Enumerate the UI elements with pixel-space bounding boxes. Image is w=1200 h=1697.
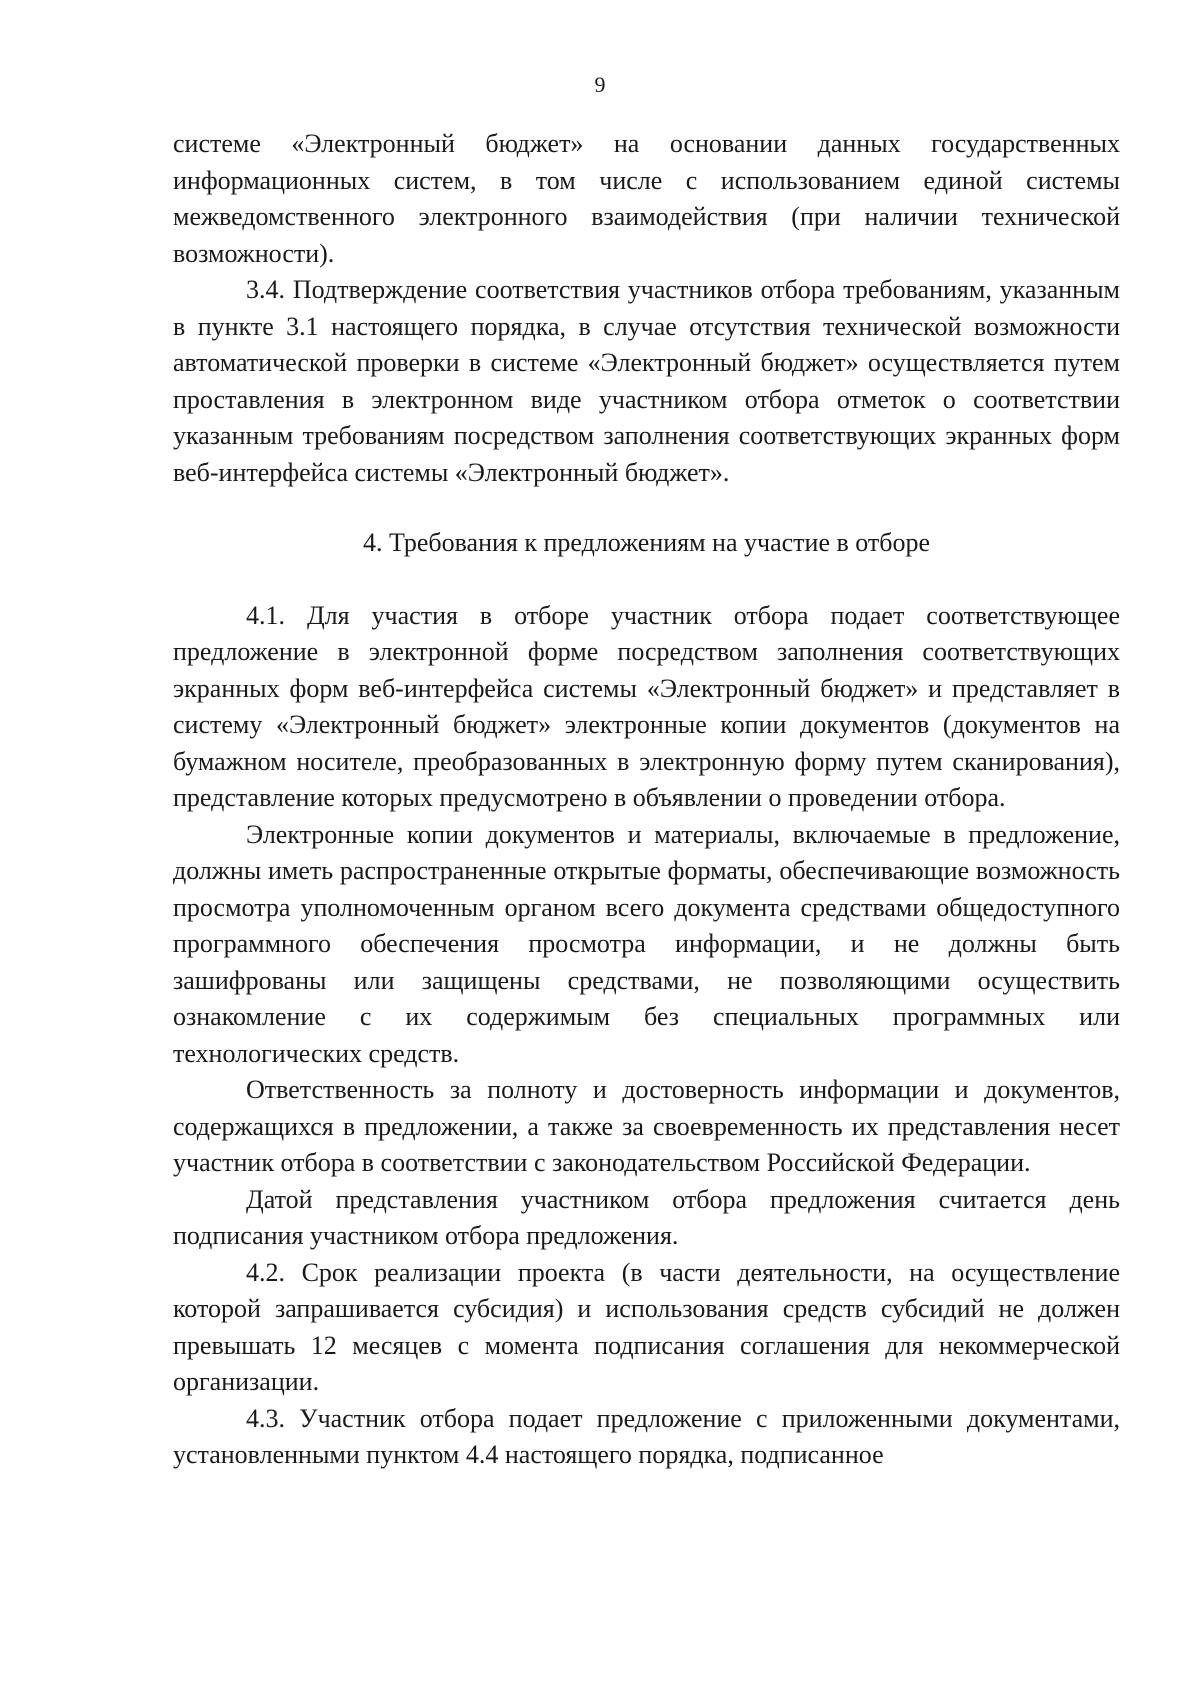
spacer [173, 562, 1120, 598]
paragraph-4-3: 4.3. Участник отбора подает предложение с приложенными документами, установленными пунктом 4.4 настоящего порядка, подписанное [173, 1403, 1120, 1469]
paragraph-submission-date: Датой представления участником отбора предложения считается день подписания участником отбора предложения. [173, 1184, 1120, 1250]
paragraph-electronic-copies: Электронные копии документов и материалы, включаемые в предложение, должны иметь распространенные открытые форматы, обеспечивающие возможность просмотра уполномоченным органом всего документа средствами общедоступного программного обеспечения просмотра информации, и не должны быть зашифрованы или защищены средствами, не позволяющими осуществить ознакомление с их содержимым без специальных программных или технологических средств. [173, 819, 1120, 1068]
paragraph-4-2: 4.2. Срок реализации проекта (в части деятельности, на осуществление которой запрашивается субсидия) и использования средств субсидий не должен превышать 12 месяцев с момента подписания соглашения для некоммерческой организации. [173, 1257, 1120, 1396]
paragraph-responsibility: Ответственность за полноту и достоверность информации и документов, содержащихся в предложении, а также за своевременность их представления несет участник отбора в соответствии с законодательством Российской Федерации. [173, 1075, 1120, 1177]
document-body [173, 126, 1120, 1474]
paragraph-continuation: системе «Электронный бюджет» на основании данных государственных информационных систем, в том числе с использованием единой системы межведомственного электронного взаимодействия (при наличии технической возможности). [173, 129, 1120, 268]
spacer [173, 491, 1120, 525]
paragraph-4-1: 4.1. Для участия в отборе участник отбора подает соответствующее предложение в электронной форме посредством заполнения соответствующих экранных форм веб-интерфейса системы «Электронный бюджет» и представляет в систему «Электронный бюджет» электронные копии документов (документов на бумажном носителе, преобразованных в электронную форму путем сканирования), представление которых предусмотрено в объявлении о проведении отбора. [173, 600, 1120, 812]
section-heading-4: 4. Требования к предложениям на участие в отборе [362, 528, 931, 557]
page-number: 9 [594, 72, 606, 97]
paragraph-3-4: 3.4. Подтверждение соответствия участников отбора требованиям, указанным в пункте 3.1 настоящего порядка, в случае отсутствия технической возможности автоматической проверки в системе «Электронный бюджет» осуществляется путем проставления в электронном виде участником отбора отметок о соответствии указанным требованиям посредством заполнения соответствующих экранных форм веб-интерфейса системы «Электронный бюджет». [173, 275, 1120, 487]
